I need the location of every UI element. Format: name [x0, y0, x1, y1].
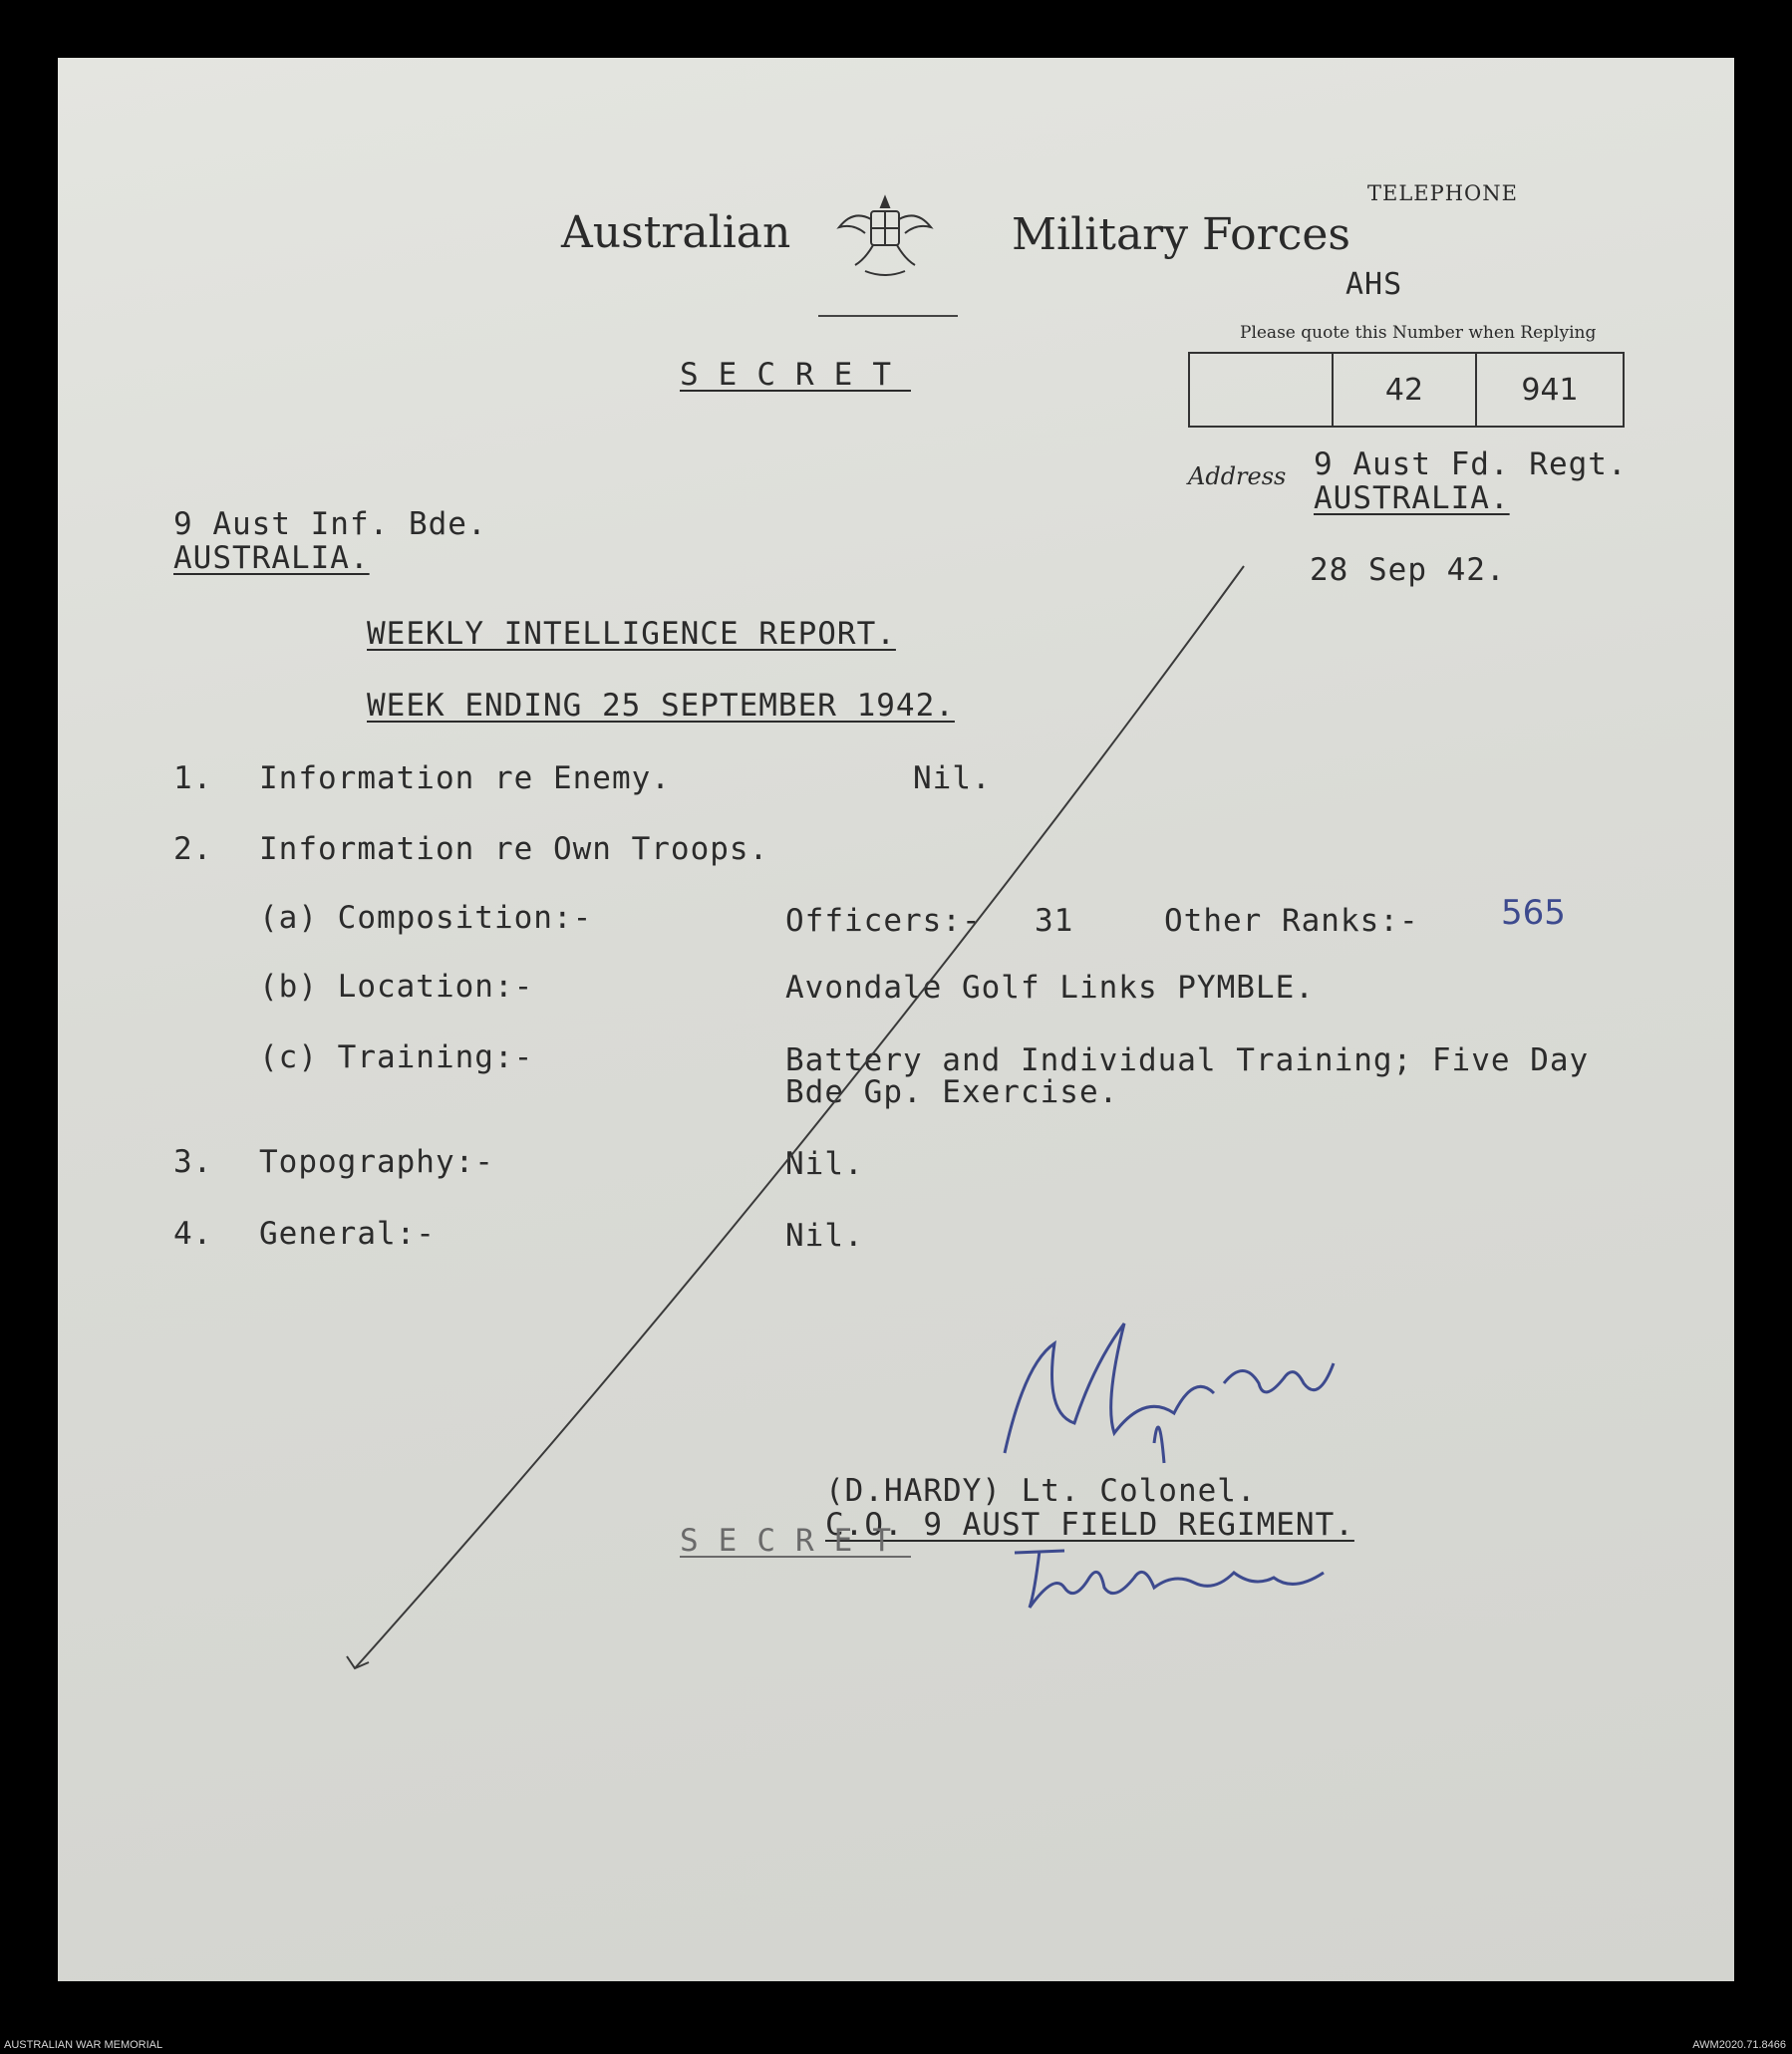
item-4-label: General:-	[259, 1216, 436, 1252]
item-1-label: Information re Enemy.	[259, 760, 671, 796]
document-page	[58, 58, 1734, 1981]
footer-left: AUSTRALIAN WAR MEMORIAL	[4, 2039, 163, 2051]
item-1-value: Nil.	[913, 760, 992, 796]
subitem-b-label: (b) Location:-	[259, 969, 534, 1005]
diagonal-pen-stroke	[58, 58, 1734, 1981]
report-subtitle: WEEK ENDING 25 SEPTEMBER 1942.	[367, 688, 955, 724]
item-4-value: Nil.	[785, 1218, 864, 1254]
subitem-c-label: (c) Training:-	[259, 1039, 534, 1075]
handwritten-by-direction	[1005, 1533, 1383, 1622]
item-3-value: Nil.	[785, 1146, 864, 1182]
item-3-label: Topography:-	[259, 1144, 494, 1180]
other-ranks-count: 565	[1501, 893, 1566, 933]
telephone-value: AHS	[1345, 267, 1403, 302]
report-title: WEEKLY INTELLIGENCE REPORT.	[367, 616, 896, 652]
subitem-a-label: (a) Composition:-	[259, 900, 593, 936]
telephone-label: TELEPHONE	[1367, 181, 1518, 205]
reference-cell-2: 42	[1334, 354, 1477, 426]
address-line-1: 9 Aust Fd. Regt.	[1314, 446, 1628, 482]
letter-date: 28 Sep 42.	[1310, 552, 1506, 588]
quote-note: Please quote this Number when Replying	[1240, 323, 1597, 343]
training-value-line-1: Battery and Individual Training; Five Day	[785, 1042, 1590, 1078]
location-value: Avondale Golf Links PYMBLE.	[785, 970, 1315, 1006]
item-2-label: Information re Own Troops.	[259, 831, 769, 867]
item-4-number: 4.	[173, 1216, 213, 1252]
item-1-number: 1.	[173, 760, 213, 796]
recipient-line-2: AUSTRALIA.	[173, 540, 370, 576]
footer-right: AWM2020.71.8466	[1692, 2039, 1786, 2051]
classification-top: SECRET	[680, 357, 911, 393]
officers-count: 31	[1035, 903, 1074, 939]
item-3-number: 3.	[173, 1144, 213, 1180]
address-label: Address	[1188, 462, 1287, 490]
address-line-2: AUSTRALIA.	[1314, 480, 1510, 516]
item-2-number: 2.	[173, 831, 213, 867]
classification-bottom: SECRET	[680, 1523, 911, 1559]
recipient-line-1: 9 Aust Inf. Bde.	[173, 506, 487, 542]
training-value-line-2: Bde Gp. Exercise.	[785, 1074, 1119, 1110]
other-ranks-label: Other Ranks:-	[1164, 903, 1419, 939]
officers-label: Officers:-	[785, 903, 982, 939]
reference-cell-3: 941	[1521, 372, 1579, 408]
handwritten-signature	[985, 1304, 1423, 1473]
signatory-unit: C.O. 9 AUST FIELD REGIMENT.	[825, 1507, 1354, 1543]
letterhead-left: Australian	[561, 207, 791, 258]
signatory-name: (D.HARDY) Lt. Colonel.	[825, 1473, 1257, 1509]
letterhead-right: Military Forces	[1012, 209, 1350, 260]
